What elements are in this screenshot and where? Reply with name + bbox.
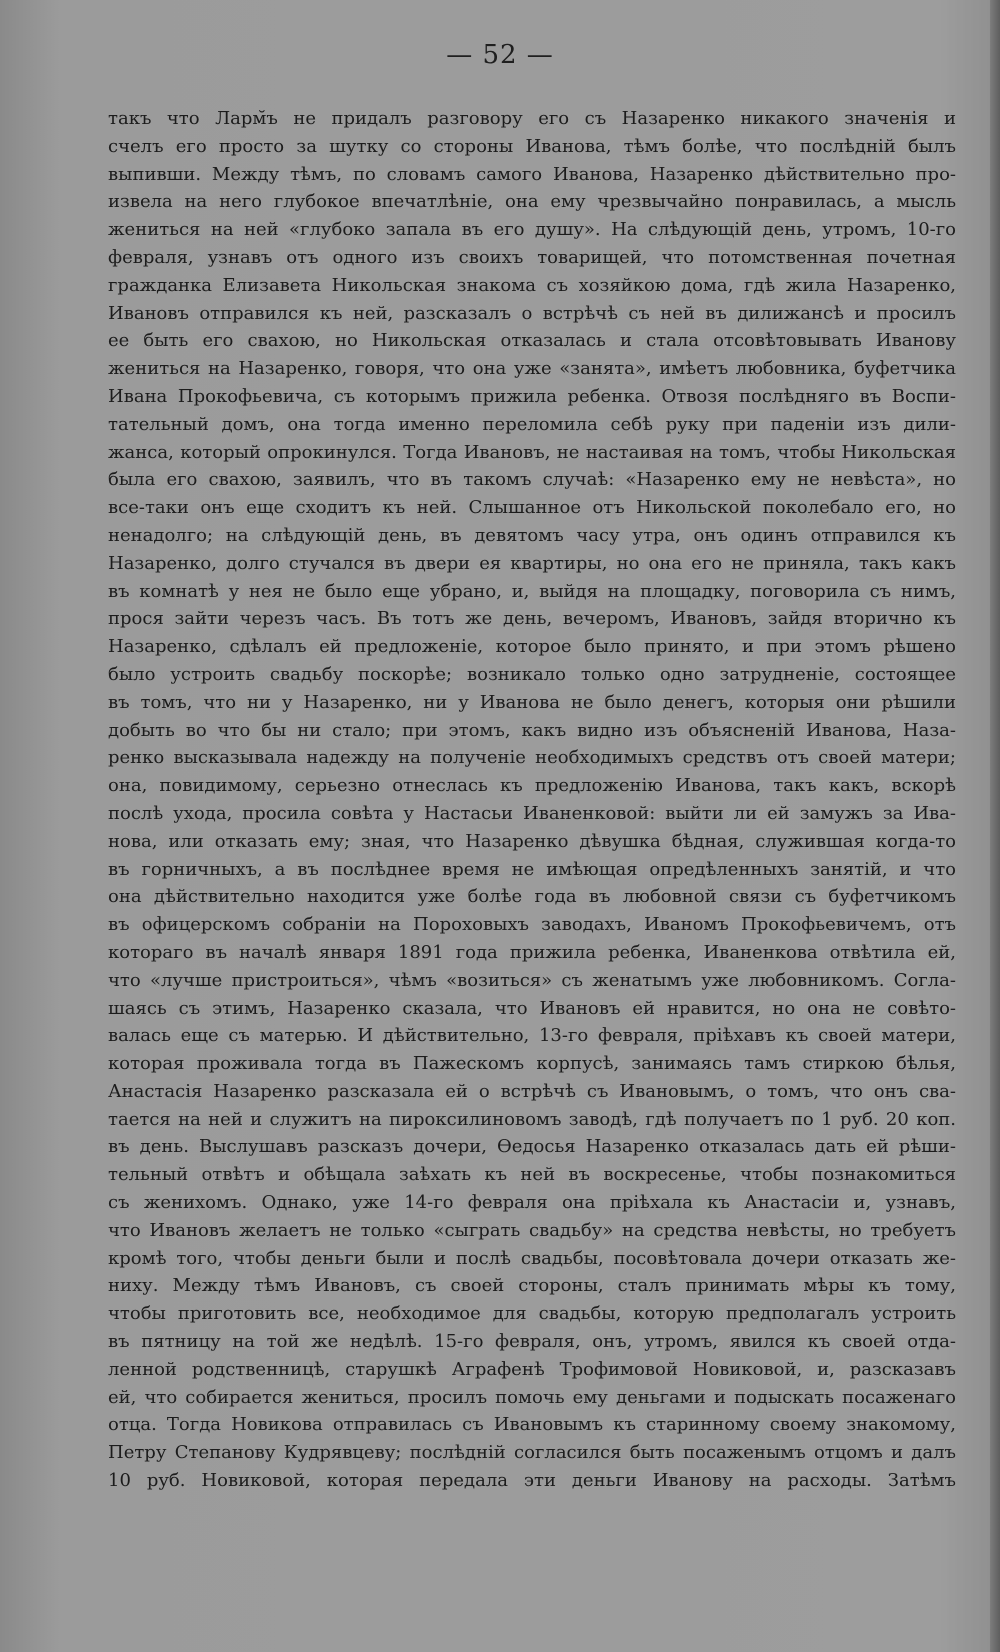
text-line: 10 руб. Новиковой, которая передала эти деньги Иванову на расходы. Затѣмъ [108, 1470, 956, 1492]
text-line: въ день. Выслушавъ разсказъ дочери, Ѳедосья Назаренко отказалась дать ей рѣши- [108, 1136, 956, 1158]
text-line: выпивши. Между тѣмъ, по словамъ самого Иванова, Назаренко дѣйствительно про- [108, 163, 956, 185]
text-line: Назаренко, сдѣлалъ ей предложеніе, которое было принято, и при этомъ рѣшено [108, 636, 956, 658]
text-line: въ горничныхъ, а въ послѣднее время не имѣющая опредѣленныхъ занятій, и что [108, 858, 956, 880]
text-line: все-таки онъ еще сходитъ къ ней. Слышанное отъ Никольской поколебало его, но [108, 497, 956, 519]
text-line: она, повидимому, серьезно отнеслась къ предложенію Иванова, такъ какъ, вскорѣ [108, 775, 956, 797]
body-text [108, 105, 956, 1495]
text-line: жениться на Назаренко, говоря, что она уже «занята», имѣетъ любовника, буфетчика [108, 358, 956, 380]
text-line: въ комнатѣ у нея не было еще убрано, и, выйдя на площадку, поговорила съ нимъ, [108, 580, 956, 602]
text-line: что «лучше пристроиться», чѣмъ «возиться» съ женатымъ уже любовникомъ. Согла- [108, 969, 956, 991]
text-line: ее быть его свахою, но Никольская отказалась и стала отсовѣтовывать Иванову [108, 330, 956, 352]
text-line: котораго въ началѣ января 1891 года прижила ребенка, Иваненкова отвѣтила ей, [108, 941, 956, 963]
text-line: отца. Тогда Новикова отправилась съ Ивановымъ къ старинному своему знакомому, [108, 1414, 956, 1436]
text-line: прося зайти черезъ часъ. Въ тотъ же день, вечеромъ, Ивановъ, зайдя вторично къ [108, 608, 956, 630]
text-line: счелъ его просто за шутку со стороны Иванова, тѣмъ болѣе, что послѣдній былъ [108, 135, 956, 157]
text-line: она дѣйствительно находится уже болѣе года въ любовной связи съ буфетчикомъ [108, 886, 956, 908]
page-number: — 52 — [446, 40, 554, 70]
text-line: было устроить свадьбу поскорѣе; возникало только одно затрудненіе, состоящее [108, 663, 956, 685]
text-line: ниху. Между тѣмъ Ивановъ, съ своей стороны, сталъ принимать мѣры къ тому, [108, 1275, 956, 1297]
text-line: съ женихомъ. Однако, уже 14-го февраля она пріѣхала къ Анастасіи и, узнавъ, [108, 1192, 956, 1214]
text-line: что Ивановъ желаетъ не только «сыграть свадьбу» на средства невѣсты, но требуетъ [108, 1219, 956, 1241]
text-line: тательный домъ, она тогда именно переломила себѣ руку при паденіи изъ дили- [108, 413, 956, 435]
text-line: шаясь съ этимъ, Назаренко сказала, что Ивановъ ей нравится, но она не совѣто- [108, 997, 956, 1019]
text-line: ненадолго; на слѣдующій день, въ девятомъ часу утра, онъ одинъ отправился къ [108, 524, 956, 546]
text-line: ленной родственницѣ, старушкѣ Аграфенѣ Трофимовой Новиковой, и, разсказавъ [108, 1358, 956, 1380]
text-line: въ томъ, что ни у Назаренко, ни у Иванова не было денегъ, которыя они рѣшили [108, 691, 956, 713]
text-line: чтобы приготовить все, необходимое для свадьбы, которую предполагалъ устроить [108, 1303, 956, 1325]
text-line: Петру Степанову Кудрявцеву; послѣдній согласился быть посаженымъ отцомъ и далъ [108, 1442, 956, 1464]
text-line: была его свахою, заявилъ, что въ такомъ случаѣ: «Назаренко ему не невѣста», но [108, 469, 956, 491]
text-line: такъ что Ларм̆ъ не придалъ разговору его съ Назаренко никакого значенія и [108, 108, 956, 129]
text-line: тельный отвѣтъ и обѣщала заѣхать къ ней въ воскресенье, чтобы познакомиться [108, 1164, 956, 1186]
text-line: валась еще съ матерью. И дѣйствительно, 13-го февраля, пріѣхавъ къ своей матери, [108, 1025, 956, 1047]
text-line: послѣ ухода, просила совѣта у Настасьи Иваненковой: выйти ли ей замужъ за Ива- [108, 802, 956, 824]
text-line: жанса, который опрокинулся. Тогда Ивановъ, не настаивая на томъ, чтобы Никольская [108, 441, 956, 463]
text-line: Ивана Прокофьевича, съ которымъ прижила ребенка. Отвозя послѣдняго въ Воспи- [108, 385, 956, 407]
text-line: гражданка Елизавета Никольская знакома съ хозяйкою дома, гдѣ жила Назаренко, [108, 274, 956, 296]
text-line: Назаренко, долго стучался въ двери ея квартиры, но она его не приняла, такъ какъ [108, 552, 956, 574]
text-line: кромѣ того, чтобы деньги были и послѣ свадьбы, посовѣтовала дочери отказать же- [108, 1247, 956, 1269]
text-line: Ивановъ отправился къ ней, разсказалъ о встрѣчѣ съ ней въ дилижансѣ и просилъ [108, 302, 956, 324]
text-line: ренко высказывала надежду на полученіе необходимыхъ средствъ отъ своей матери; [108, 747, 956, 769]
text-line: которая проживала тогда въ Пажескомъ корпусѣ, занимаясь тамъ стиркою бѣлья, [108, 1053, 956, 1075]
text-line: тается на ней и служитъ на пироксилиновомъ заводѣ, гдѣ получаетъ по 1 руб. 20 коп. [108, 1108, 956, 1130]
text-line: февраля, узнавъ отъ одного изъ своихъ товарищей, что потомственная почетная [108, 246, 956, 268]
text-line: ей, что собирается жениться, просилъ помочь ему деньгами и подыскать посаженаго [108, 1386, 956, 1408]
text-line: нова, или отказать ему; зная, что Назаренко дѣвушка бѣдная, служившая когда-то [108, 830, 956, 852]
text-line: извела на него глубокое впечатлѣніе, она ему чрезвычайно понравилась, а мысль [108, 191, 956, 213]
text-line: въ офицерскомъ собраніи на Пороховыхъ заводахъ, Иваномъ Прокофьевичемъ, отъ [108, 914, 956, 936]
text-line: добыть во что бы ни стало; при этомъ, какъ видно изъ объясненій Иванова, Наза- [108, 719, 956, 741]
text-line: Анастасія Назаренко разсказала ей о встрѣчѣ съ Ивановымъ, о томъ, что онъ сва- [108, 1080, 956, 1102]
text-line: въ пятницу на той же недѣлѣ. 15-го февраля, онъ, утромъ, явился къ своей отда- [108, 1331, 956, 1353]
text-line: жениться на ней «глубоко запала въ его душу». На слѣдующій день, утромъ, 10-го [108, 219, 956, 241]
page-edge-shadow [990, 0, 1000, 1652]
